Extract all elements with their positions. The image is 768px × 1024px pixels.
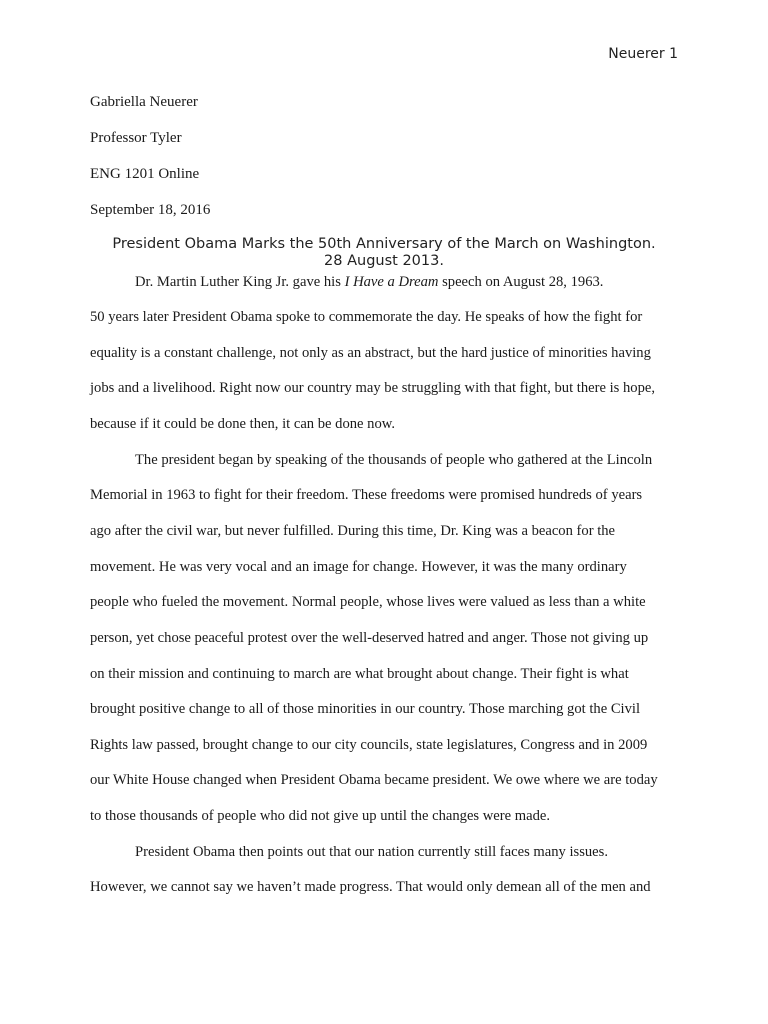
paragraph-3-first-line: President Obama then points out that our nation currently still faces many issues. [135, 844, 608, 860]
body-line: equality is a constant challenge, not only as an abstract, but the hard justice of minorities having [90, 345, 651, 361]
essay-title-line-2: 28 August 2013. [324, 253, 444, 269]
body-line: Memorial in 1963 to fight for their freedom. These freedoms were promised hundreds of years [90, 487, 643, 503]
body-line: because if it could be done then, it can be done now. [90, 416, 396, 432]
body-line: person, yet chose peaceful protest over the well-deserved hatred and anger. Those not giving up [90, 630, 649, 646]
body-line: to those thousands of people who did not give up until the changes were made. [90, 808, 551, 824]
body-line: brought positive change to all of those minorities in our country. Those marching got the Civil [90, 701, 641, 717]
body-line: movement. He was very vocal and an image for change. However, it was the many ordinary [90, 559, 627, 575]
body-line: 50 years later President Obama spoke to commemorate the day. He speaks of how the fight for [90, 309, 643, 325]
student-name: Gabriella Neuerer [90, 94, 198, 110]
body-line: However, we cannot say we haven’t made progress. That would only demean all of the men and [90, 879, 651, 895]
course-name: ENG 1201 Online [90, 166, 200, 182]
body-line: on their mission and continuing to march are what brought about change. Their fight is what [90, 666, 629, 682]
professor-name: Professor Tyler [90, 130, 182, 146]
paragraph-1-text-b: speech on August 28, 1963. [438, 274, 604, 290]
essay-title-line-1: President Obama Marks the 50th Anniversary of the March on Washington. [112, 236, 656, 252]
essay-title [60, 236, 708, 270]
paragraph-1-line-1 [135, 274, 603, 291]
speech-title: I Have a Dream [344, 274, 439, 290]
body-line: people who fueled the movement. Normal people, whose lives were valued as less than a white [90, 594, 646, 610]
body-line: Rights law passed, brought change to our city councils, state legislatures, Congress and in 2009 [90, 737, 648, 753]
paragraph-2-first-line: The president began by speaking of the thousands of people who gathered at the Lincoln [135, 452, 653, 468]
submission-date: September 18, 2016 [90, 202, 211, 218]
body-line: jobs and a livelihood. Right now our country may be struggling with that fight, but there is hope, [90, 380, 656, 396]
body-line: ago after the civil war, but never fulfilled. During this time, Dr. King was a beacon for the [90, 523, 616, 539]
running-head: Neuerer 1 [608, 46, 678, 62]
body-line: our White House changed when President Obama became president. We owe where we are today [90, 772, 658, 788]
paragraph-1-text-a: Dr. Martin Luther King Jr. gave his [135, 274, 345, 290]
